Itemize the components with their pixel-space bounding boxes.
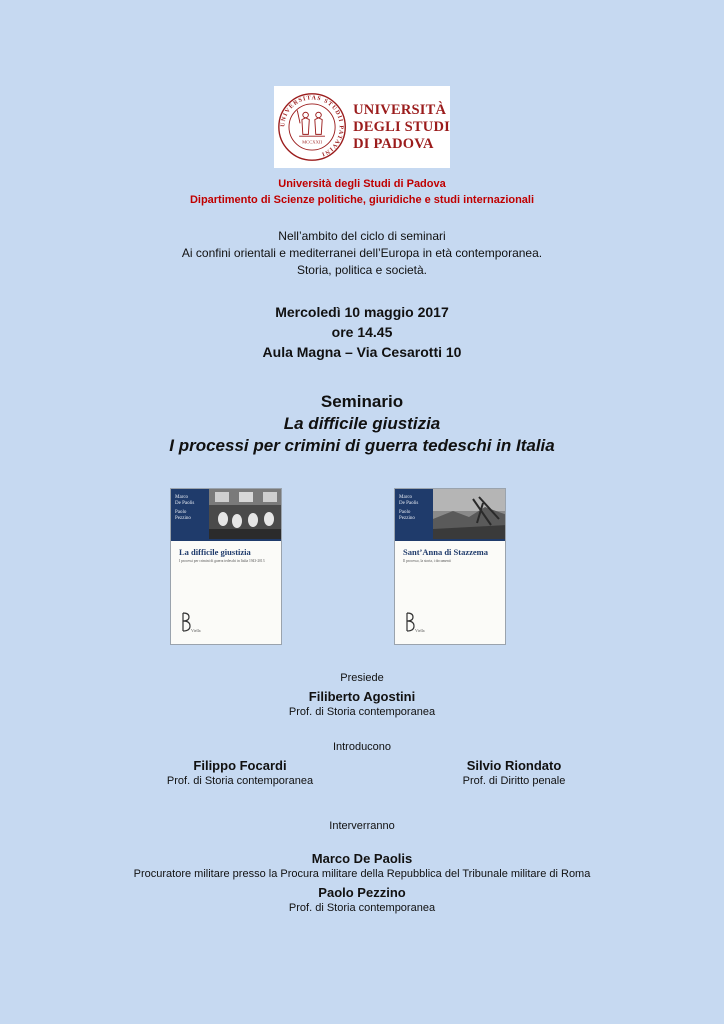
cover-rule — [395, 539, 505, 541]
university-wordmark — [353, 102, 450, 153]
event-date: Mercoledì 10 maggio 2017 — [275, 304, 449, 320]
book-title: Sant’Anna di Stazzema — [403, 547, 489, 557]
introducer-right — [414, 757, 614, 789]
introducer-right-title: Prof. di Diritto penale — [462, 775, 566, 787]
chair-section — [0, 671, 724, 720]
speaker-1-name: Marco De Paolis — [311, 851, 413, 866]
publisher-logo-icon — [405, 611, 415, 633]
author-last-name: De Paolis — [175, 501, 195, 506]
speaker-1-title: Procuratore militare presso la Procura militare della Repubblica del Tribunale militare di Roma — [133, 868, 591, 880]
publisher-name: Viella — [415, 628, 425, 633]
book-cover-la-difficile-giustizia — [170, 488, 282, 645]
introducer-left — [140, 757, 340, 789]
author-first-name: Paolo — [399, 510, 411, 515]
university-seal-icon — [277, 89, 347, 165]
cycle-line-1: Nell’ambito del ciclo di seminari — [278, 229, 446, 243]
book-subtitle: Il processo, la storia, i documenti — [403, 559, 451, 563]
cycle-line-3: Storia, politica e società. — [296, 263, 428, 277]
speaker-2-title: Prof. di Storia contemporanea — [288, 902, 436, 914]
seminar-subtitle: I processi per crimini di guerra tedeschi in Italia — [169, 436, 555, 455]
university-name: Università degli Studi di Padova — [278, 178, 446, 190]
event-venue: Aula Magna – Via Cesarotti 10 — [262, 344, 462, 360]
seal-year: MCCXXII — [302, 139, 323, 145]
introducers-label: Introducono — [332, 741, 392, 753]
cycle-line-2: Ai confini orientali e mediterranei dell’Europa in età contemporanea. — [181, 246, 543, 260]
event-time: ore 14.45 — [331, 324, 393, 340]
chair-name: Filiberto Agostini — [308, 689, 416, 704]
seminar-cycle — [0, 228, 724, 279]
seminar-title: La difficile giustizia — [283, 414, 441, 433]
author-last-name: De Paolis — [399, 501, 419, 506]
speakers-label: Interverranno — [329, 820, 395, 832]
speaker-2-name: Paolo Pezzino — [318, 885, 406, 900]
chair-title: Prof. di Storia contemporanea — [288, 706, 436, 718]
cover-photo-ruins — [433, 489, 506, 539]
introducers-label-row — [0, 740, 724, 754]
seminar-label: Seminario — [320, 392, 404, 411]
author-first-name: Marco — [399, 495, 413, 500]
book-subtitle: I processi per crimini di guerra tedeschi in Italia 1943-2013 — [179, 559, 265, 563]
introducer-left-name: Filippo Focardi — [193, 758, 287, 773]
author-last-name: Pezzino — [175, 516, 191, 521]
book-authors — [175, 495, 209, 522]
speakers-section — [0, 819, 724, 916]
introducer-left-title: Prof. di Storia contemporanea — [166, 775, 314, 787]
event-details — [0, 302, 724, 362]
publisher-name: Viella — [191, 628, 201, 633]
author-first-name: Paolo — [175, 510, 187, 515]
wordmark-line-3: DI PADOVA — [353, 135, 434, 152]
book-cover-santanna-di-stazzema — [394, 488, 506, 645]
introducer-right-name: Silvio Riondato — [466, 758, 562, 773]
author-first-name: Marco — [175, 495, 189, 500]
book-title: La difficile giustizia — [179, 547, 251, 557]
wordmark-line-2: DEGLI STUDI — [353, 118, 450, 135]
publisher-logo-icon — [181, 611, 191, 633]
svg-text:UNIVERSITAS STUDII PATAVINI — [280, 95, 344, 157]
author-last-name: Pezzino — [399, 516, 415, 521]
university-logo — [274, 86, 450, 168]
book-authors — [399, 495, 433, 522]
cover-rule — [171, 539, 281, 541]
seminar-heading — [0, 391, 724, 457]
cover-photo-courtroom — [209, 489, 282, 539]
chair-label: Presiede — [340, 672, 384, 684]
institution-header — [0, 176, 724, 208]
wordmark-line-1: UNIVERSITÀ — [353, 101, 447, 118]
seal-ring-text: UNIVERSITAS STUDII PATAVINI — [280, 95, 344, 158]
department-name: Dipartimento di Scienze politiche, giuridiche e studi internazionali — [189, 194, 535, 206]
